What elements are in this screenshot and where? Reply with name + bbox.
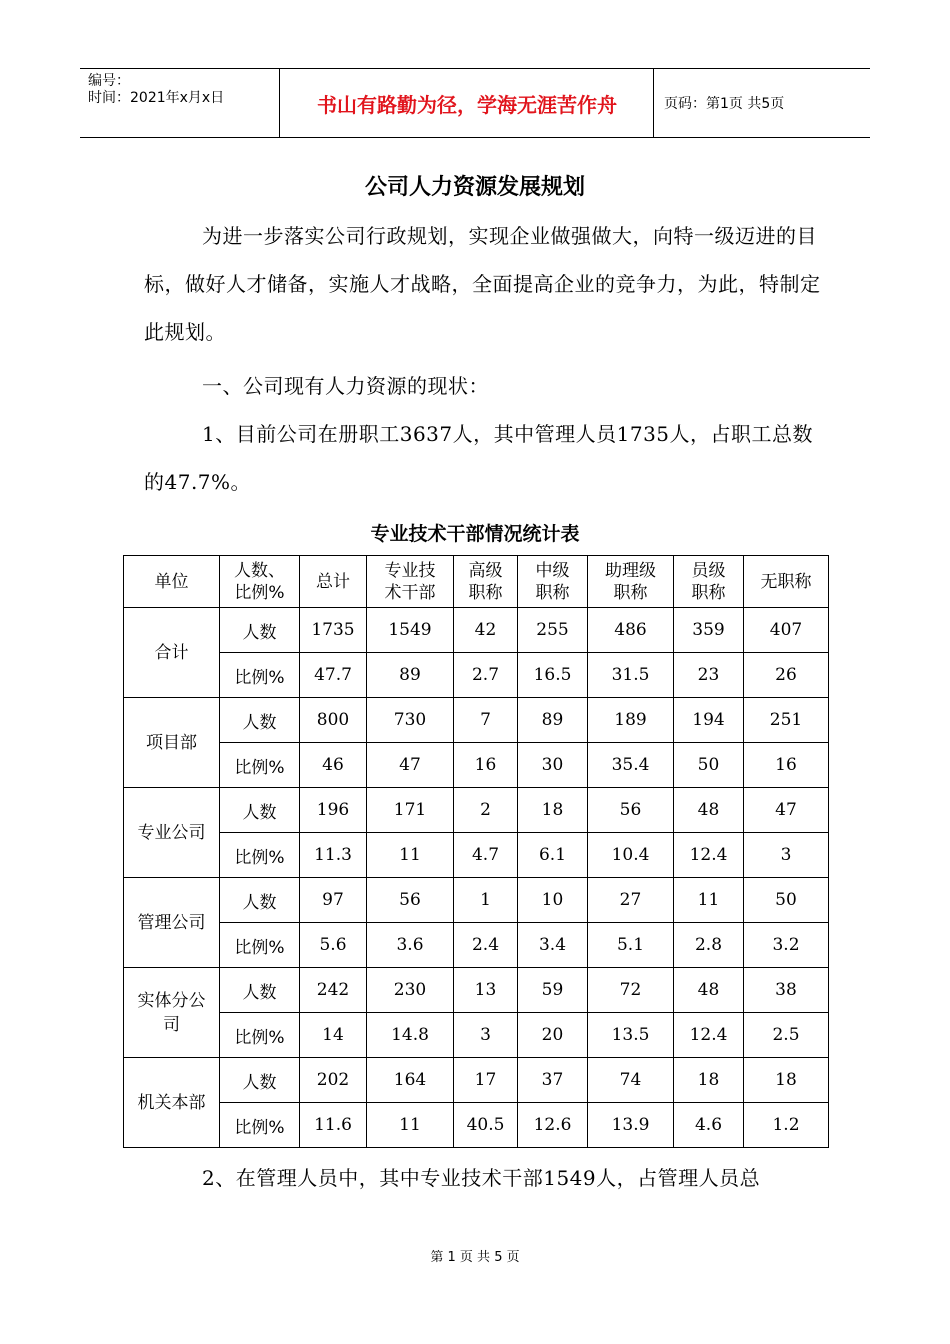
value-cell: 3 [454, 1013, 518, 1058]
value-cell: 48 [674, 968, 744, 1013]
table-row [124, 653, 829, 698]
value-cell: 18 [518, 788, 588, 833]
value-cell: 3.2 [744, 923, 829, 968]
value-cell: 194 [674, 698, 744, 743]
section-heading: 一、公司现有人力资源的现状： [202, 374, 489, 398]
unit-cell: 项目部 [124, 698, 220, 788]
value-cell: 13.9 [588, 1103, 674, 1148]
value-cell: 47.7 [300, 653, 367, 698]
table-header-cell: 助理级 职称 [588, 556, 674, 608]
unit-cell: 实体分公 司 [124, 968, 220, 1058]
value-cell: 2.4 [454, 923, 518, 968]
intro-paragraph: 为进一步落实公司行政规划，实现企业做强做大，向特一级迈进的目标，做好人才储备，实施人才战略，全面提高企业的竞争力，为此，特制定此规划。 [144, 224, 821, 344]
value-cell: 10.4 [588, 833, 674, 878]
table-header-row [124, 556, 829, 608]
value-cell: 486 [588, 608, 674, 653]
table-header-cell: 专业技 术干部 [367, 556, 454, 608]
value-cell: 4.6 [674, 1103, 744, 1148]
value-cell: 3.6 [367, 923, 454, 968]
value-cell: 1735 [300, 608, 367, 653]
value-cell: 74 [588, 1058, 674, 1103]
document-date: 时间：2021年x月x日 [88, 90, 225, 106]
item-1-paragraph: 1、目前公司在册职工3637人，其中管理人员1735人，占职工总数的47.7%。 [144, 422, 814, 494]
value-cell: 14 [300, 1013, 367, 1058]
value-cell: 230 [367, 968, 454, 1013]
value-cell: 42 [454, 608, 518, 653]
table-header-cell: 高级 职称 [454, 556, 518, 608]
unit-cell: 管理公司 [124, 878, 220, 968]
value-cell: 12.4 [674, 833, 744, 878]
metric-cell: 人数 [220, 608, 300, 653]
value-cell: 255 [518, 608, 588, 653]
value-cell: 3 [744, 833, 829, 878]
table-row [124, 1103, 829, 1148]
value-cell: 13 [454, 968, 518, 1013]
value-cell: 56 [588, 788, 674, 833]
unit-cell: 机关本部 [124, 1058, 220, 1148]
value-cell: 10 [518, 878, 588, 923]
unit-cell: 专业公司 [124, 788, 220, 878]
metric-cell: 人数 [220, 878, 300, 923]
value-cell: 47 [744, 788, 829, 833]
value-cell: 11 [367, 833, 454, 878]
header-motto: 书山有路勤为径，学海无涯苦作舟 [281, 69, 654, 137]
metric-cell: 比例% [220, 1013, 300, 1058]
header-page-info: 页码：第1页 共5页 [664, 96, 785, 112]
metric-cell: 比例% [220, 923, 300, 968]
value-cell: 242 [300, 968, 367, 1013]
value-cell: 1 [454, 878, 518, 923]
value-cell: 2 [454, 788, 518, 833]
table-header-cell: 中级 职称 [518, 556, 588, 608]
header-meta [80, 69, 280, 137]
value-cell: 202 [300, 1058, 367, 1103]
value-cell: 31.5 [588, 653, 674, 698]
table-row [124, 698, 829, 743]
table-row [124, 788, 829, 833]
value-cell: 89 [367, 653, 454, 698]
table-caption: 专业技术干部情况统计表 [370, 523, 580, 545]
value-cell: 164 [367, 1058, 454, 1103]
value-cell: 5.1 [588, 923, 674, 968]
table-row [124, 923, 829, 968]
metric-cell: 比例% [220, 833, 300, 878]
table-row [124, 968, 829, 1013]
value-cell: 50 [744, 878, 829, 923]
table-row [124, 1013, 829, 1058]
table-header-cell: 员级 职称 [674, 556, 744, 608]
metric-cell: 比例% [220, 1103, 300, 1148]
value-cell: 2.8 [674, 923, 744, 968]
table-row [124, 833, 829, 878]
metric-cell: 比例% [220, 653, 300, 698]
value-cell: 56 [367, 878, 454, 923]
value-cell: 20 [518, 1013, 588, 1058]
value-cell: 11.3 [300, 833, 367, 878]
value-cell: 1.2 [744, 1103, 829, 1148]
value-cell: 12.6 [518, 1103, 588, 1148]
value-cell: 35.4 [588, 743, 674, 788]
value-cell: 359 [674, 608, 744, 653]
value-cell: 11.6 [300, 1103, 367, 1148]
value-cell: 59 [518, 968, 588, 1013]
value-cell: 37 [518, 1058, 588, 1103]
unit-cell: 合计 [124, 608, 220, 698]
item-2-paragraph: 2、在管理人员中，其中专业技术干部1549人，占管理人员总 [202, 1166, 761, 1190]
table-header-cell: 总计 [300, 556, 367, 608]
value-cell: 40.5 [454, 1103, 518, 1148]
table-row [124, 878, 829, 923]
value-cell: 11 [367, 1103, 454, 1148]
value-cell: 730 [367, 698, 454, 743]
value-cell: 89 [518, 698, 588, 743]
page-footer: 第 1 页 共 5 页 [430, 1250, 520, 1265]
value-cell: 50 [674, 743, 744, 788]
value-cell: 26 [744, 653, 829, 698]
value-cell: 7 [454, 698, 518, 743]
metric-cell: 人数 [220, 1058, 300, 1103]
metric-cell: 人数 [220, 788, 300, 833]
staff-statistics-table [123, 555, 829, 1148]
value-cell: 189 [588, 698, 674, 743]
value-cell: 16 [744, 743, 829, 788]
value-cell: 16.5 [518, 653, 588, 698]
page-header [80, 68, 870, 138]
value-cell: 46 [300, 743, 367, 788]
value-cell: 14.8 [367, 1013, 454, 1058]
table-row [124, 608, 829, 653]
value-cell: 4.7 [454, 833, 518, 878]
metric-cell: 人数 [220, 698, 300, 743]
metric-cell: 比例% [220, 743, 300, 788]
metric-cell: 人数 [220, 968, 300, 1013]
table-header-cell: 单位 [124, 556, 220, 608]
table-header-cell: 无职称 [744, 556, 829, 608]
value-cell: 16 [454, 743, 518, 788]
table-header-cell: 人数、 比例% [220, 556, 300, 608]
value-cell: 13.5 [588, 1013, 674, 1058]
value-cell: 196 [300, 788, 367, 833]
document-title: 公司人力资源发展规划 [364, 175, 585, 200]
value-cell: 30 [518, 743, 588, 788]
value-cell: 3.4 [518, 923, 588, 968]
table-row [124, 1058, 829, 1103]
value-cell: 5.6 [300, 923, 367, 968]
table-row [124, 743, 829, 788]
value-cell: 18 [744, 1058, 829, 1103]
value-cell: 171 [367, 788, 454, 833]
value-cell: 17 [454, 1058, 518, 1103]
value-cell: 72 [588, 968, 674, 1013]
document-number-label: 编号： [88, 73, 130, 89]
value-cell: 2.5 [744, 1013, 829, 1058]
value-cell: 407 [744, 608, 829, 653]
value-cell: 47 [367, 743, 454, 788]
value-cell: 1549 [367, 608, 454, 653]
value-cell: 97 [300, 878, 367, 923]
value-cell: 48 [674, 788, 744, 833]
value-cell: 11 [674, 878, 744, 923]
value-cell: 23 [674, 653, 744, 698]
value-cell: 27 [588, 878, 674, 923]
value-cell: 38 [744, 968, 829, 1013]
value-cell: 6.1 [518, 833, 588, 878]
value-cell: 2.7 [454, 653, 518, 698]
value-cell: 18 [674, 1058, 744, 1103]
value-cell: 800 [300, 698, 367, 743]
value-cell: 12.4 [674, 1013, 744, 1058]
value-cell: 251 [744, 698, 829, 743]
